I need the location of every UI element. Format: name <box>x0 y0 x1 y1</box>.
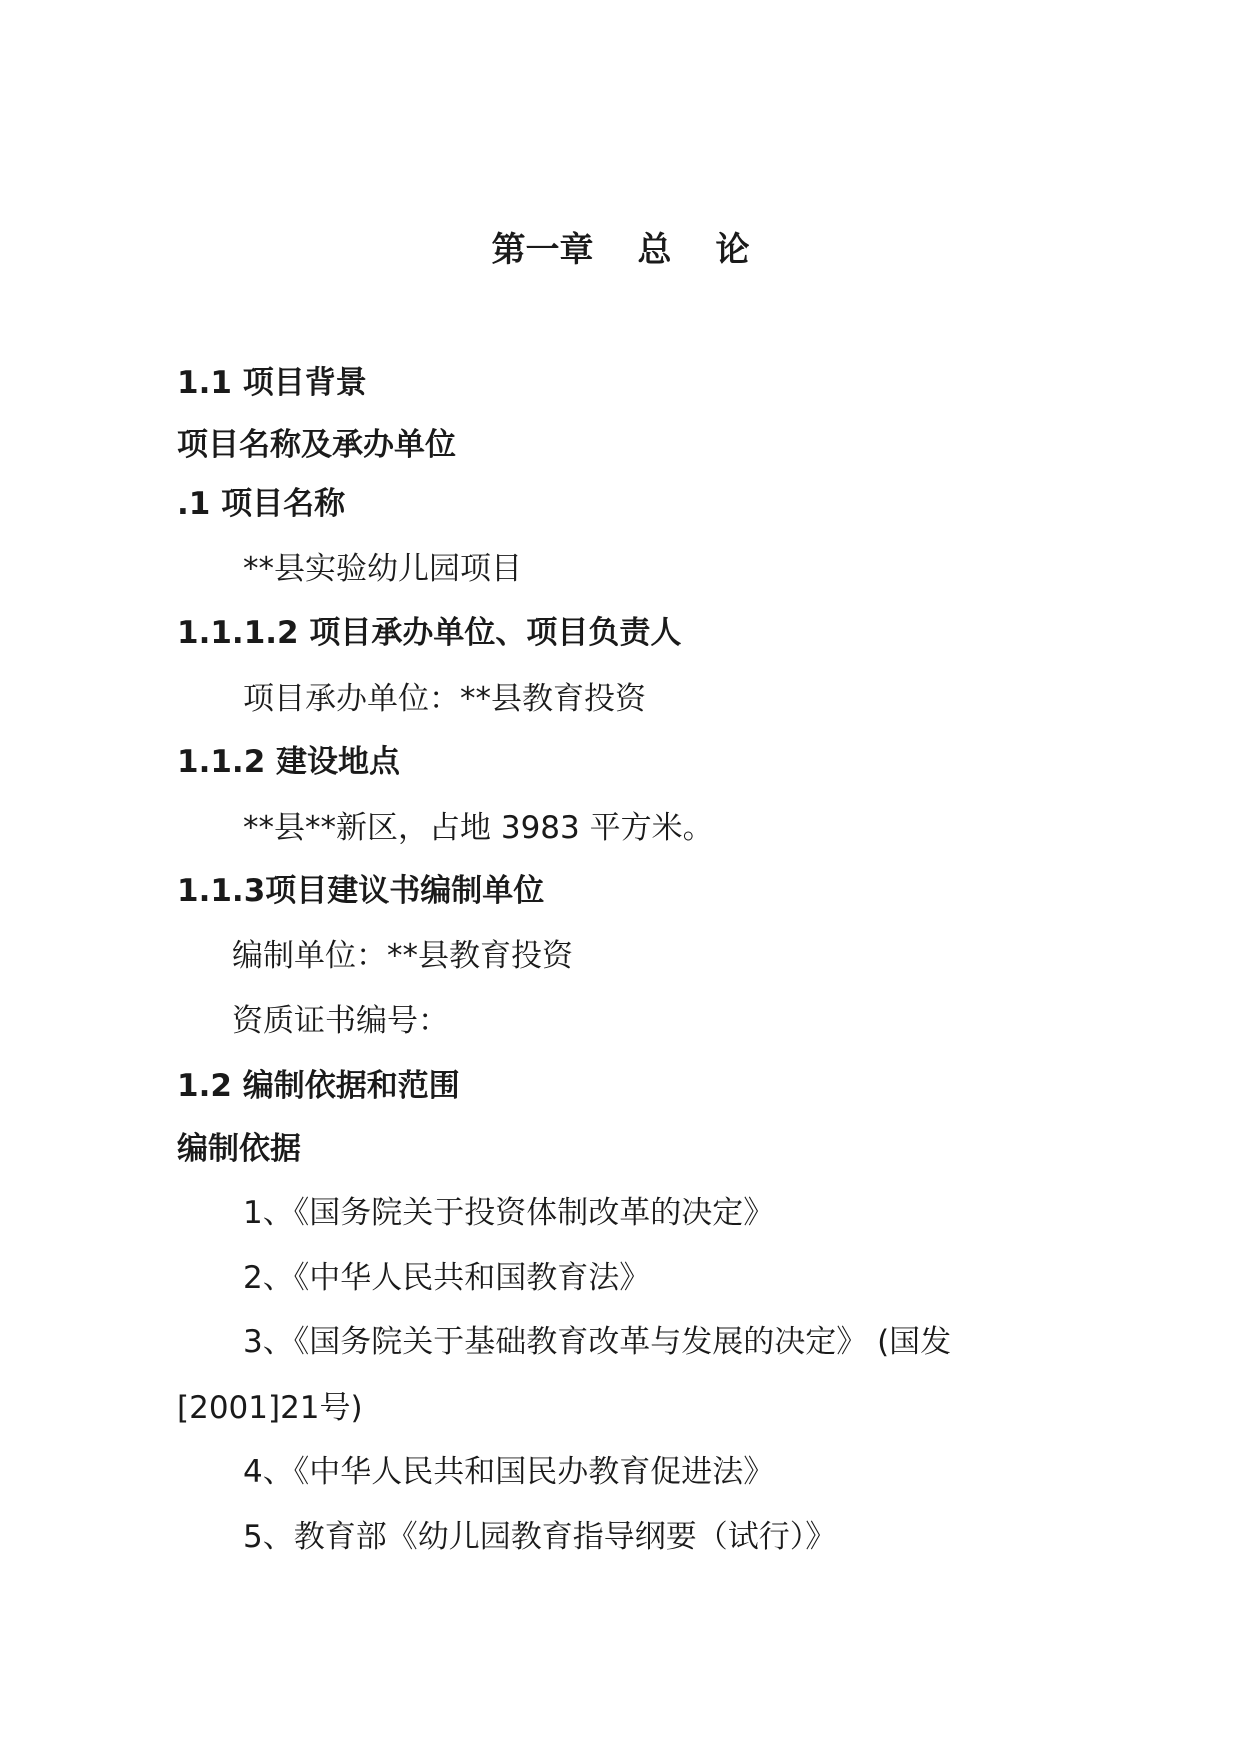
basis-item: 4、《中华人民共和国民办教育促进法》 <box>243 1454 775 1490</box>
heading-name-unit: 项目名称及承办单位 <box>177 427 456 463</box>
location-text: **县**新区，占地 3983 平方米。 <box>243 810 714 846</box>
chapter-number: 第一章 <box>491 230 594 270</box>
compiler-text: 编制单位：**县教育投资 <box>232 938 573 974</box>
basis-item: 2、《中华人民共和国教育法》 <box>243 1260 651 1296</box>
heading-1-1-1-2: 1.1.1.2 项目承办单位、项目负责人 <box>177 615 682 651</box>
chapter-word-2: 论 <box>715 230 750 270</box>
basis-item: 1、《国务院关于投资体制改革的决定》 <box>243 1195 775 1231</box>
heading-1-1-3: 1.1.3项目建议书编制单位 <box>177 873 545 909</box>
heading-basis: 编制依据 <box>177 1131 301 1167</box>
basis-item: 3、《国务院关于基础教育改革与发展的决定》 (国发 <box>243 1324 952 1360</box>
heading-1-1-2: 1.1.2 建设地点 <box>177 744 401 780</box>
chapter-title <box>0 230 1241 270</box>
cert-number-text: 资质证书编号： <box>232 1003 449 1039</box>
basis-item: 5、教育部《幼儿园教育指导纲要（试行）》 <box>243 1519 837 1555</box>
heading-1-1: 1.1 项目背景 <box>177 365 367 401</box>
heading-project-name: .1 项目名称 <box>177 486 346 522</box>
heading-1-2: 1.2 编制依据和范围 <box>177 1068 460 1104</box>
basis-item-continuation: [2001]21号) <box>177 1390 363 1426</box>
chapter-word-1: 总 <box>637 230 672 270</box>
undertaker-text: 项目承办单位：**县教育投资 <box>243 681 646 717</box>
project-name-text: **县实验幼儿园项目 <box>243 551 522 587</box>
